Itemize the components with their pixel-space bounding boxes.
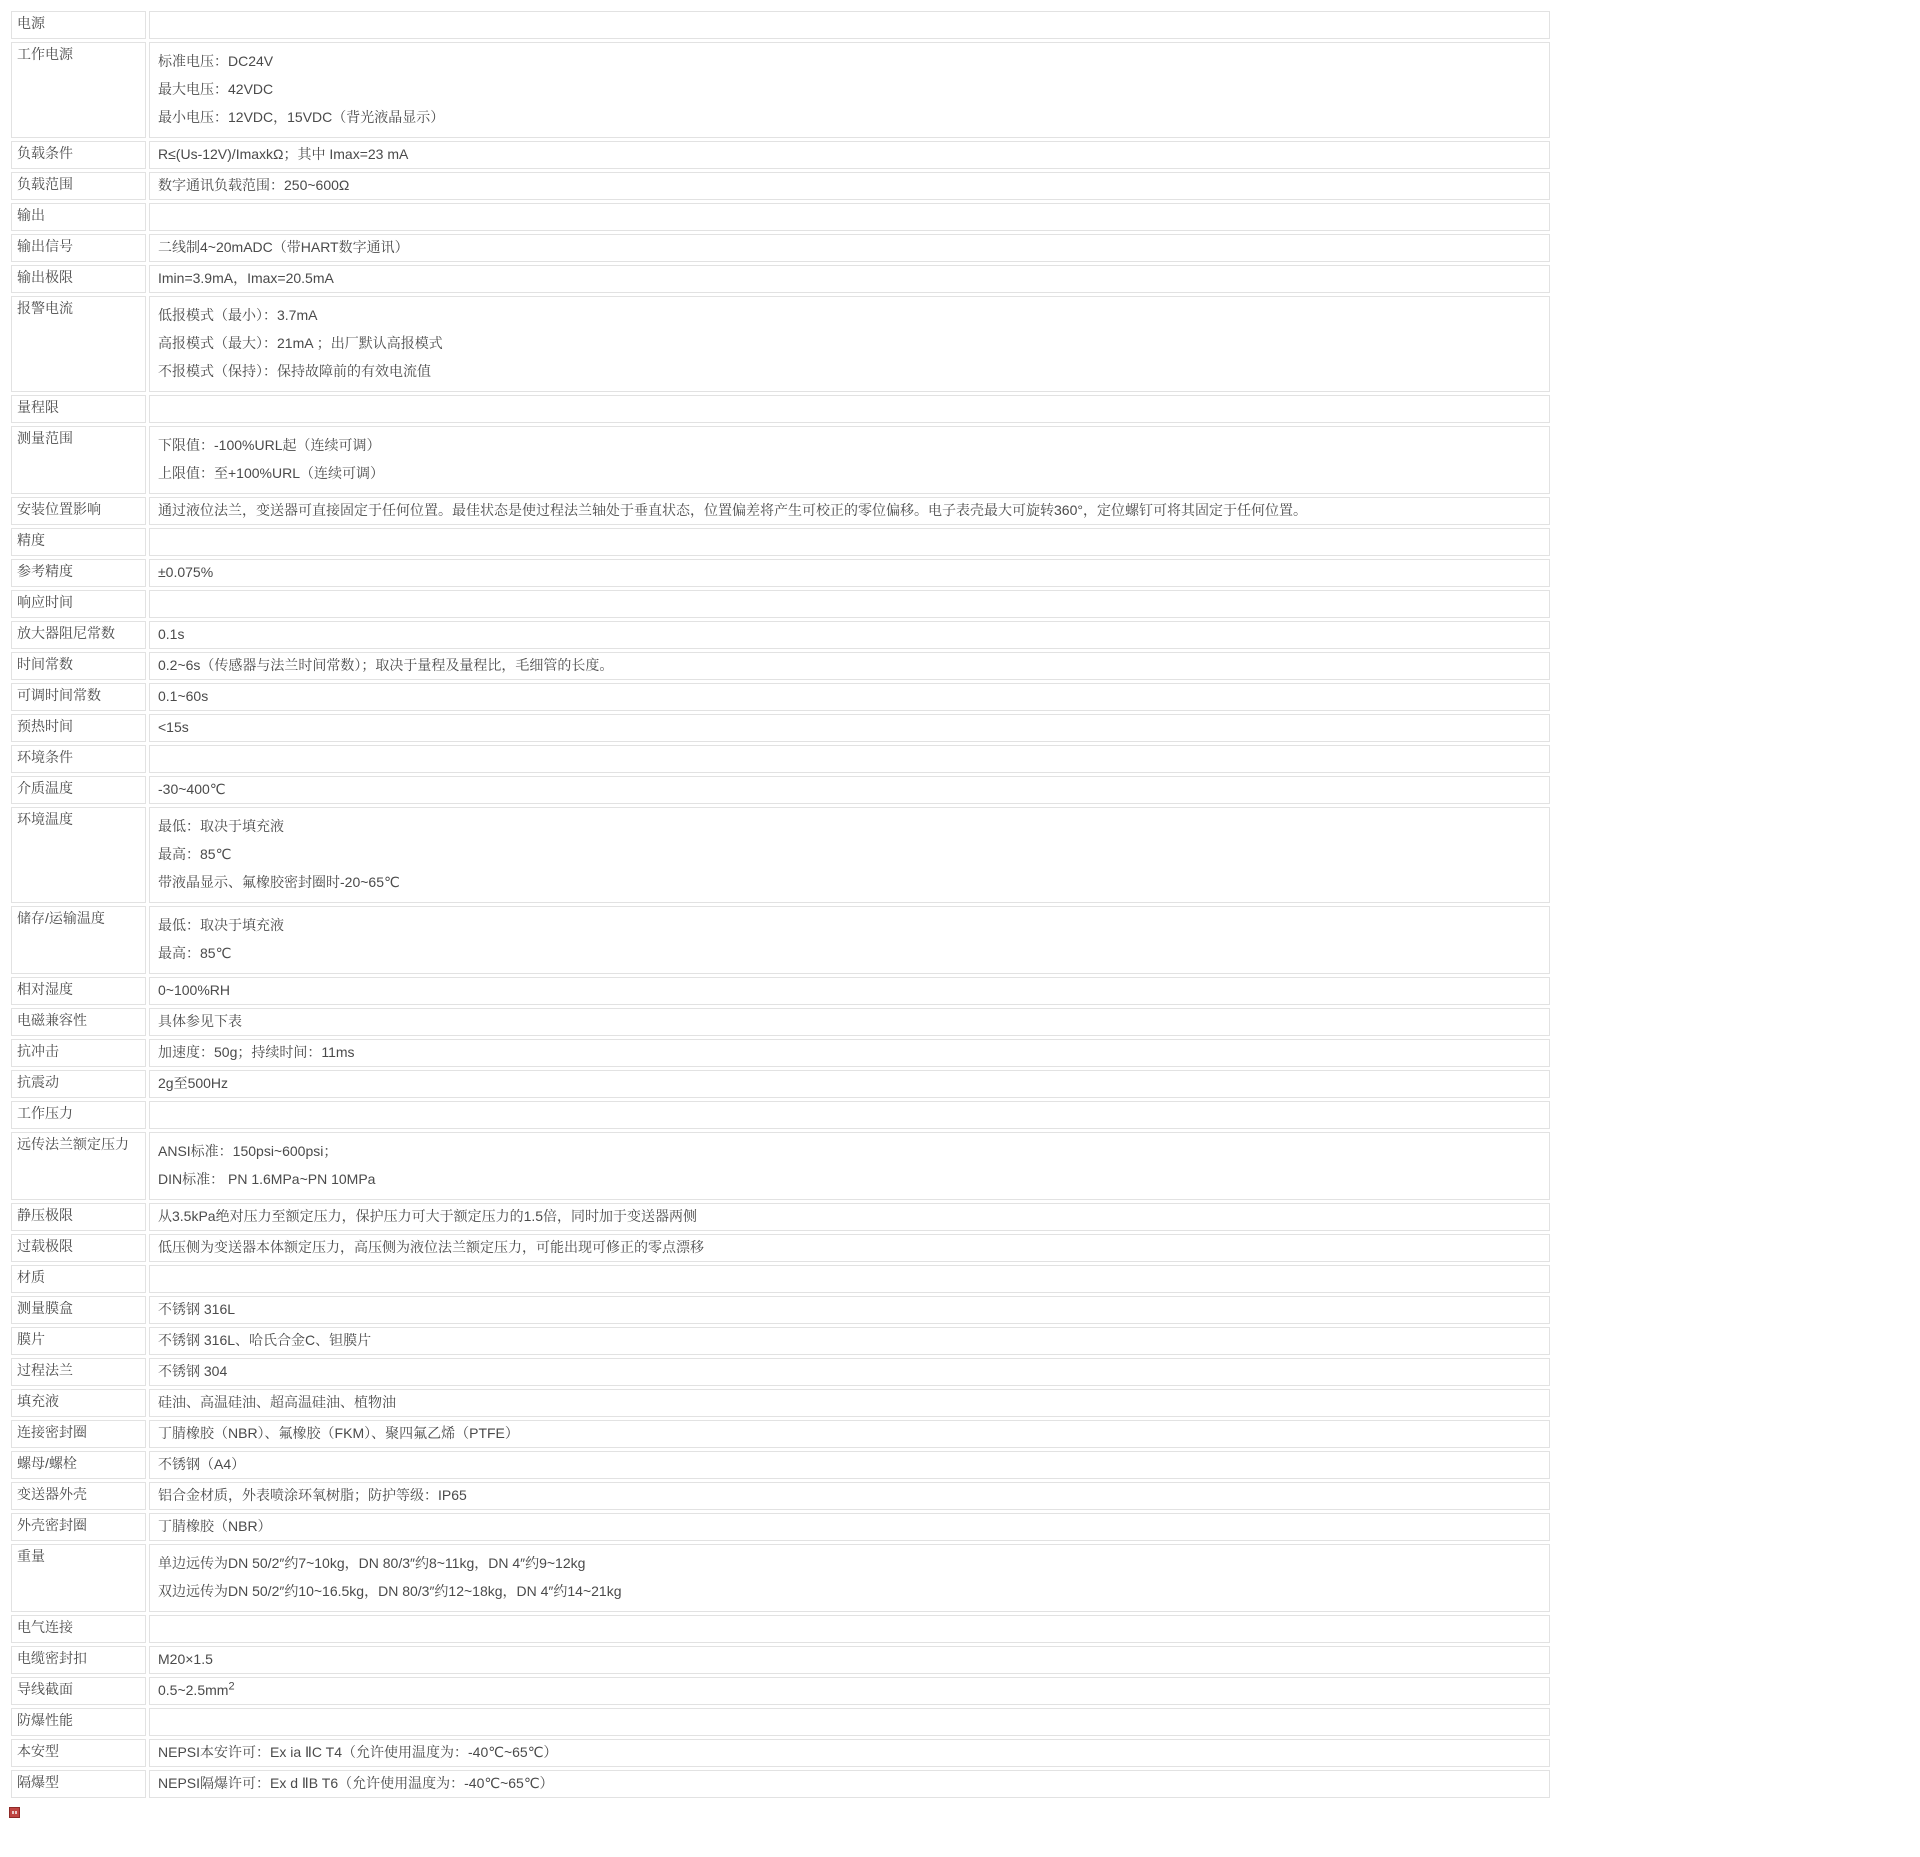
spec-label: 预热时间: [11, 714, 146, 742]
spec-value-line: 从3.5kPa绝对压力至额定压力，保护压力可大于额定压力的1.5倍，同时加于变送器两侧: [158, 1208, 698, 1224]
table-row: [11, 1101, 1550, 1129]
spec-label: 参考精度: [11, 559, 146, 587]
spec-value-line: 低压侧为变送器本体额定压力，高压侧为液位法兰额定压力，可能出现可修正的零点漂移: [158, 1239, 704, 1255]
spec-value: [149, 977, 1550, 1005]
spec-label: 响应时间: [11, 590, 146, 618]
spec-label: 抗震动: [11, 1070, 146, 1098]
spec-value-line: 0.1~60s: [158, 688, 209, 704]
spec-value-line: 最高：85℃: [158, 945, 232, 961]
spec-label: 膜片: [11, 1327, 146, 1355]
table-row: [11, 42, 1550, 138]
spec-value-line: 0~100%RH: [158, 982, 230, 998]
table-row: [11, 1132, 1550, 1200]
table-row: [11, 1677, 1550, 1705]
spec-value: [149, 1008, 1550, 1036]
spec-label: 量程限: [11, 395, 146, 423]
spec-value-line: Imin=3.9mA，Imax=20.5mA: [158, 270, 334, 286]
spec-value-line: 0.2~6s（传感器与法兰时间常数）；取决于量程及量程比，毛细管的长度。: [158, 657, 614, 673]
table-row: [11, 1451, 1550, 1479]
spec-value-line: 最大电压：42VDC: [158, 81, 274, 97]
spec-value-line: 不锈钢 304: [158, 1363, 228, 1379]
spec-label: 外壳密封圈: [11, 1513, 146, 1541]
spec-value: [149, 141, 1550, 169]
spec-value: [149, 1234, 1550, 1262]
table-row: [11, 714, 1550, 742]
spec-value: [149, 1389, 1550, 1417]
spec-value: [149, 559, 1550, 587]
spec-label: 填充液: [11, 1389, 146, 1417]
table-row: [11, 265, 1550, 293]
spec-value-line: 丁腈橡胶（NBR）、氟橡胶（FKM）、聚四氟乙烯（PTFE）: [158, 1425, 519, 1441]
spec-value-line: 双边远传为DN 50/2″约10~16.5kg，DN 80/3″约12~18kg，DN 4″约14~21kg: [158, 1583, 622, 1599]
table-row: [11, 203, 1550, 231]
spec-value: [149, 1296, 1550, 1324]
table-row: [11, 172, 1550, 200]
spec-value-line: 低报模式（最小）：3.7mA: [158, 307, 318, 323]
spec-value: [149, 203, 1550, 231]
table-row: [11, 1739, 1550, 1767]
spec-table: [8, 8, 1553, 1801]
spec-value-line: ANSI标准：150psi~600psi；: [158, 1143, 338, 1159]
table-row: [11, 807, 1550, 903]
spec-value-line: 硅油、高温硅油、超高温硅油、植物油: [158, 1394, 396, 1410]
spec-value: [149, 42, 1550, 138]
table-row: [11, 1513, 1550, 1541]
spec-value: [149, 1265, 1550, 1293]
table-row: [11, 234, 1550, 262]
spec-label: 变送器外壳: [11, 1482, 146, 1510]
spec-value: [149, 395, 1550, 423]
table-row: [11, 1615, 1550, 1643]
table-row: [11, 426, 1550, 494]
spec-value: [149, 714, 1550, 742]
table-row: [11, 1708, 1550, 1736]
table-row: [11, 776, 1550, 804]
spec-value-line: 最小电压：12VDC，15VDC（背光液晶显示）: [158, 109, 445, 125]
spec-label: 相对湿度: [11, 977, 146, 1005]
spec-value: [149, 652, 1550, 680]
spec-value: [149, 1708, 1550, 1736]
table-row: [11, 1203, 1550, 1231]
spec-value: [149, 1544, 1550, 1612]
table-row: [11, 11, 1550, 39]
spec-value-line: 0.1s: [158, 626, 185, 642]
table-row: [11, 1070, 1550, 1098]
spec-label: 电源: [11, 11, 146, 39]
spec-label: 环境条件: [11, 745, 146, 773]
spec-value-line: 最低：取决于填充液: [158, 818, 284, 834]
spec-value-line: 单边远传为DN 50/2″约7~10kg，DN 80/3″约8~11kg，DN 4″约9~12kg: [158, 1555, 586, 1571]
table-row: [11, 296, 1550, 392]
spec-label: 输出极限: [11, 265, 146, 293]
spec-value: [149, 1770, 1550, 1798]
spec-label: 抗冲击: [11, 1039, 146, 1067]
table-row: [11, 1544, 1550, 1612]
spec-value: [149, 528, 1550, 556]
table-row: [11, 1008, 1550, 1036]
spec-value-line: 二线制4~20mADC（带HART数字通讯）: [158, 239, 409, 255]
spec-label: 电磁兼容性: [11, 1008, 146, 1036]
spec-label: 材质: [11, 1265, 146, 1293]
table-row: [11, 1770, 1550, 1798]
spec-value: [149, 1070, 1550, 1098]
table-row: [11, 977, 1550, 1005]
spec-value: [149, 1420, 1550, 1448]
spec-value-line: 不报模式（保持）：保持故障前的有效电流值: [158, 363, 431, 379]
spec-label: 可调时间常数: [11, 683, 146, 711]
spec-value-line: 下限值：-100%URL起（连续可调）: [158, 437, 381, 453]
spec-value-text: 0.5~2.5mm: [158, 1682, 229, 1698]
spec-label: 输出: [11, 203, 146, 231]
spec-label: 报警电流: [11, 296, 146, 392]
spec-label: 过载极限: [11, 1234, 146, 1262]
spec-value: [149, 11, 1550, 39]
spec-value: [149, 1482, 1550, 1510]
spec-value-line: M20×1.5: [158, 1651, 213, 1667]
spec-value-line: NEPSI本安许可：Ex ia ⅡC T4（允许使用温度为：-40℃~65℃）: [158, 1744, 558, 1760]
table-row: [11, 141, 1550, 169]
table-row: [11, 621, 1550, 649]
spec-value: [149, 683, 1550, 711]
spec-value-line: 2g至500Hz: [158, 1075, 229, 1091]
table-row: [11, 395, 1550, 423]
spec-value: [149, 265, 1550, 293]
spec-label: 储存/运输温度: [11, 906, 146, 974]
spec-value-line: 不锈钢 316L、哈氏合金C、钽膜片: [158, 1332, 372, 1348]
spec-value: [149, 1451, 1550, 1479]
spec-value: [149, 1203, 1550, 1231]
spec-value-line: 最低：取决于填充液: [158, 917, 284, 933]
table-row: [11, 1389, 1550, 1417]
spec-value-line: -30~400℃: [158, 781, 226, 797]
spec-value: [149, 776, 1550, 804]
spec-label: 静压极限: [11, 1203, 146, 1231]
spec-value: [149, 1677, 1550, 1705]
spec-value-line: 通过液位法兰，变送器可直接固定于任何位置。最佳状态是使过程法兰轴处于垂直状态，位置偏差将产生可校正的零位偏移。电子表壳最大可旋转360°，定位螺钉可将其固定于任何位置。: [158, 502, 1307, 518]
table-row: [11, 745, 1550, 773]
spec-table-body: [11, 11, 1550, 1798]
spec-label: 隔爆型: [11, 1770, 146, 1798]
spec-value: [149, 1615, 1550, 1643]
table-row: [11, 1234, 1550, 1262]
spec-value-line: 铝合金材质，外表喷涂环氧树脂；防护等级：IP65: [158, 1487, 467, 1503]
spec-value: [149, 1132, 1550, 1200]
spec-value-line: 不锈钢 316L: [158, 1301, 236, 1317]
table-row: [11, 1296, 1550, 1324]
spec-value-line: 高报模式（最大）：21mA ；出厂默认高报模式: [158, 335, 443, 351]
spec-value-line: DIN标准： PN 1.6MPa~PN 10MPa: [158, 1171, 376, 1187]
footer-row: [9, 1805, 1896, 1821]
spec-value-line: 标准电压：DC24V: [158, 53, 274, 69]
spec-value-line: R≤(Us-12V)/ImaxkΩ；其中 Imax=23 mA: [158, 146, 409, 162]
spec-value: [149, 1739, 1550, 1767]
spec-label: 工作电源: [11, 42, 146, 138]
spec-label: 本安型: [11, 1739, 146, 1767]
spec-value-line: <15s: [158, 719, 189, 735]
table-row: [11, 559, 1550, 587]
table-row: [11, 1327, 1550, 1355]
table-row: [11, 1646, 1550, 1674]
spec-value-line: 具体参见下表: [158, 1013, 242, 1029]
spec-value: [149, 1358, 1550, 1386]
spec-value-line: [158, 1681, 1541, 1699]
table-row: [11, 1265, 1550, 1293]
spec-value: [149, 426, 1550, 494]
spec-value-line: ±0.075%: [158, 564, 214, 580]
spec-value: [149, 172, 1550, 200]
table-row: [11, 906, 1550, 974]
spec-value: [149, 590, 1550, 618]
table-row: [11, 590, 1550, 618]
spec-value-line: 最高：85℃: [158, 846, 232, 862]
table-row: [11, 497, 1550, 525]
spec-value: [149, 1039, 1550, 1067]
spec-label: 负载条件: [11, 141, 146, 169]
spec-value: [149, 497, 1550, 525]
spec-value: [149, 745, 1550, 773]
spec-label: 放大器阻尼常数: [11, 621, 146, 649]
spec-value: [149, 234, 1550, 262]
spec-value-line: 不锈钢（A4）: [158, 1456, 246, 1472]
spec-value: [149, 296, 1550, 392]
table-row: [11, 652, 1550, 680]
spec-label: 介质温度: [11, 776, 146, 804]
spec-value: [149, 1646, 1550, 1674]
broken-image-icon: [9, 1807, 20, 1818]
spec-value-line: 数字通讯负载范围：250~600Ω: [158, 177, 350, 193]
spec-value: [149, 807, 1550, 903]
spec-label: 安装位置影响: [11, 497, 146, 525]
spec-label: 时间常数: [11, 652, 146, 680]
spec-label: 远传法兰额定压力: [11, 1132, 146, 1200]
table-row: [11, 528, 1550, 556]
spec-value: [149, 906, 1550, 974]
spec-label: 重量: [11, 1544, 146, 1612]
spec-label: 负载范围: [11, 172, 146, 200]
spec-value: [149, 1513, 1550, 1541]
spec-label: 工作压力: [11, 1101, 146, 1129]
spec-value-line: 加速度：50g；持续时间：11ms: [158, 1044, 355, 1060]
spec-value-line: 带液晶显示、氟橡胶密封圈时-20~65℃: [158, 874, 400, 890]
spec-label: 过程法兰: [11, 1358, 146, 1386]
table-row: [11, 1358, 1550, 1386]
spec-label: 螺母/螺栓: [11, 1451, 146, 1479]
spec-value-line: NEPSI隔爆许可：Ex d ⅡB T6（允许使用温度为：-40℃~65℃）: [158, 1775, 554, 1791]
spec-label: 环境温度: [11, 807, 146, 903]
table-row: [11, 683, 1550, 711]
spec-value-line: 丁腈橡胶（NBR）: [158, 1518, 272, 1534]
spec-label: 精度: [11, 528, 146, 556]
spec-value: [149, 1101, 1550, 1129]
spec-value: [149, 621, 1550, 649]
spec-label: 电气连接: [11, 1615, 146, 1643]
spec-value: [149, 1327, 1550, 1355]
table-row: [11, 1039, 1550, 1067]
spec-label: 测量膜盒: [11, 1296, 146, 1324]
spec-label: 电缆密封扣: [11, 1646, 146, 1674]
spec-label: 测量范围: [11, 426, 146, 494]
spec-value-line: 上限值：至+100%URL（连续可调）: [158, 465, 384, 481]
spec-label: 导线截面: [11, 1677, 146, 1705]
superscript: 2: [228, 1680, 235, 1693]
spec-label: 连接密封圈: [11, 1420, 146, 1448]
spec-label: 输出信号: [11, 234, 146, 262]
table-row: [11, 1482, 1550, 1510]
spec-label: 防爆性能: [11, 1708, 146, 1736]
table-row: [11, 1420, 1550, 1448]
